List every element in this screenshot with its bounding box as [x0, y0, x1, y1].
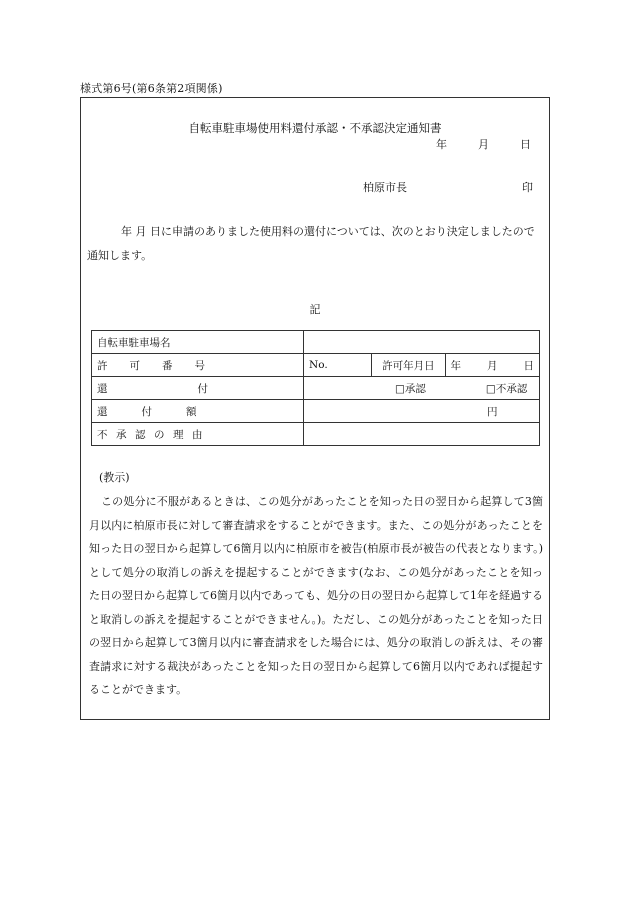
- notice-frame: [80, 97, 550, 720]
- refund-decision: [304, 377, 540, 400]
- permit-no-label-text: 許可番号: [97, 359, 227, 372]
- reason-label-text: 不承認の理由: [97, 428, 211, 441]
- approve-checkbox[interactable]: □承認: [395, 382, 426, 395]
- instruction-heading: (教示): [99, 471, 130, 484]
- issue-date: [436, 136, 531, 152]
- seal-mark: 印: [522, 181, 533, 194]
- refund-label-text: [97, 381, 298, 396]
- reason-value[interactable]: [304, 423, 540, 446]
- table-row: [92, 400, 540, 423]
- parking-name-value[interactable]: [304, 331, 540, 354]
- decision-options: [309, 381, 534, 396]
- issuer-name: 柏原市長: [363, 181, 407, 194]
- parking-name-label: [92, 331, 304, 354]
- amount-unit: 円: [487, 405, 498, 418]
- amount-label: [92, 400, 304, 423]
- table-row: [92, 331, 540, 354]
- issue-year: 年: [436, 138, 447, 151]
- disapprove-checkbox[interactable]: □不承認: [485, 382, 528, 395]
- permit-year: 年: [450, 359, 461, 372]
- amount-value[interactable]: [304, 400, 540, 423]
- permit-no-value[interactable]: [304, 354, 372, 377]
- instruction-text: この処分に不服があるときは、この処分があったことを知った日の翌日から起算して3箇月以内に柏原市長に対して審査請求をすることができます。また、この処分があったことを知った日の翌日から起算して6箇月以内に柏原市を被告(柏原市長が被告の代表となります。)として処分の取消しの訴えを提起することができます(なお、この処分があったことを知った日の翌日から起算して6箇月以内であっても、処分の日の翌日から起算して1年を経過すると取消しの訴えを提起することができません。)。ただし、この処分があったことを知った日の翌日から起算して3箇月以内に審査請求をした場合には、処分の取消しの訴えは、その審査請求に対する裁決があったことを知った日の翌日から起算して6箇月以内であれば提起することができます。: [89, 495, 543, 696]
- ki-heading: 記: [309, 303, 321, 316]
- parking-name-label-text: 自転車駐車場名: [97, 336, 171, 349]
- permit-date-parts: [451, 358, 535, 373]
- reason-label: [92, 423, 304, 446]
- issue-month: 月: [478, 138, 489, 151]
- table-row: [92, 354, 540, 377]
- permit-month: 月: [487, 359, 498, 372]
- refund-label: [92, 377, 304, 400]
- issue-day: 日: [520, 138, 531, 151]
- permit-no-prefix: No.: [309, 359, 328, 371]
- refund-label-chars: 還付: [97, 382, 298, 395]
- permit-day: 日: [523, 359, 534, 372]
- refund-table: [91, 330, 540, 446]
- document-title: 自転車駐車場使用料還付承認・不承認決定通知書: [188, 121, 442, 135]
- permit-no-label: [92, 354, 304, 377]
- form-number-label: 様式第6号(第6条第2項関係): [80, 82, 223, 95]
- notice-body: 年 月 日に申請のありました使用料の還付については、次のとおり決定しましたので通知します。: [87, 225, 535, 262]
- permit-date-label: 許可年月日: [372, 354, 445, 377]
- amount-label-text: 還付額: [97, 405, 231, 418]
- table-row: [92, 423, 540, 446]
- table-row: [92, 377, 540, 400]
- permit-date-value[interactable]: [445, 354, 540, 377]
